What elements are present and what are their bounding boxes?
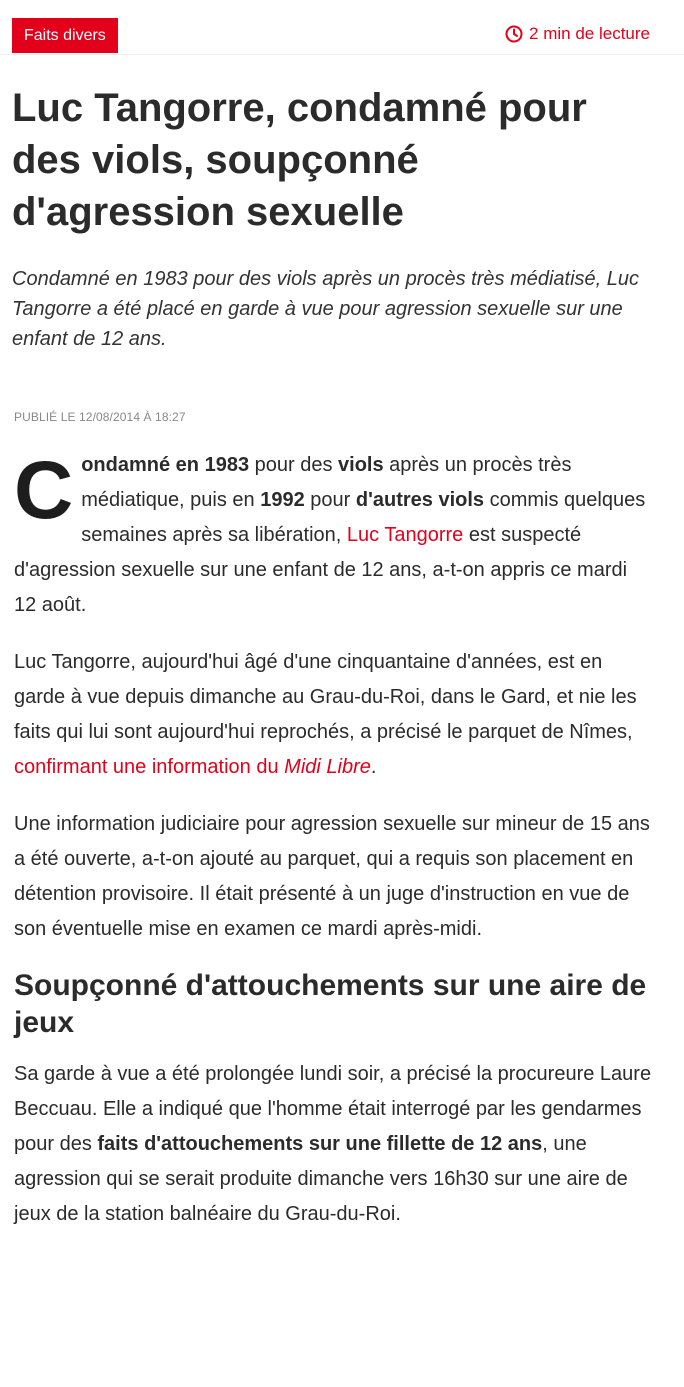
paragraph-3: Une information judiciaire pour agression sexuelle sur mineur de 15 ans a été ouverte, a-t-on ajouté au parquet, qui a requis son placement en détention provisoire. Il était présenté à un juge d'instruction en vue de son éventuelle mise en examen ce mardi après-midi. — [14, 813, 650, 940]
clock-icon — [505, 25, 523, 43]
link-text: confirmant une information du — [14, 756, 285, 778]
paragraph-1 — [14, 445, 654, 623]
bold-text: viols — [338, 454, 384, 476]
bold-text: ondamné en 1983 — [81, 454, 250, 476]
read-time — [505, 22, 650, 46]
publication-date: PUBLIÉ LE 12/08/2014 À 18:27 — [14, 410, 186, 424]
bold-text: faits d'attouchements sur une fillette de 12 ans — [97, 1133, 543, 1155]
luc-tangorre-link[interactable]: Luc Tangorre — [346, 524, 464, 546]
paragraph-4 — [14, 1057, 654, 1232]
text: . — [370, 756, 377, 778]
text: est suspecté d'agression sexuelle sur une enfant de 12 ans, a-t-on appris ce mardi 12 août. — [14, 524, 628, 616]
bold-text: d'autres viols — [355, 489, 485, 511]
link-text-italic: Midi Libre — [284, 756, 371, 778]
paragraph-2 — [14, 645, 654, 785]
text: Luc Tangorre, aujourd'hui âgé d'une cinquantaine d'années, est en garde à vue depuis dimanche au Grau-du-Roi, dans le Gard, et nie les faits qui lui sont aujourd'hui reprochés, a précisé le parquet de Nîmes, — [14, 651, 637, 743]
article-header-bar — [0, 0, 684, 55]
category-tag[interactable]: Faits divers — [12, 18, 118, 53]
article-standfirst: Condamné en 1983 pour des viols après un procès très médiatisé, Luc Tangorre a été placé en garde à vue pour agression sexuelle sur une enfant de 12 ans. — [12, 268, 640, 350]
midi-libre-link[interactable] — [14, 756, 371, 778]
text: pour — [304, 489, 356, 511]
text: pour des — [249, 454, 339, 476]
article-body — [14, 445, 654, 1232]
bold-text: 1992 — [260, 489, 305, 511]
text: après un procès très médiatique, puis en — [81, 454, 572, 511]
text: , une agression qui se serait produite dimanche vers 16h30 sur une aire de jeux de la station balnéaire du Grau-du-Roi. — [14, 1133, 628, 1225]
text: commis quelques semaines après sa libération, — [81, 489, 646, 546]
section-subheading: Soupçonné d'attouchements sur une aire de jeux — [14, 969, 647, 1039]
drop-cap: C — [14, 445, 74, 536]
read-time-label: 2 min de lecture — [529, 24, 650, 43]
text: Sa garde à vue a été prolongée lundi soir, a précisé la procureure Laure Beccuau. Elle a indiqué que l'homme était interrogé par les gendarmes pour des — [14, 1063, 652, 1155]
article-title: Luc Tangorre, condamné pour des viols, soupçonné d'agression sexuelle — [12, 86, 587, 234]
